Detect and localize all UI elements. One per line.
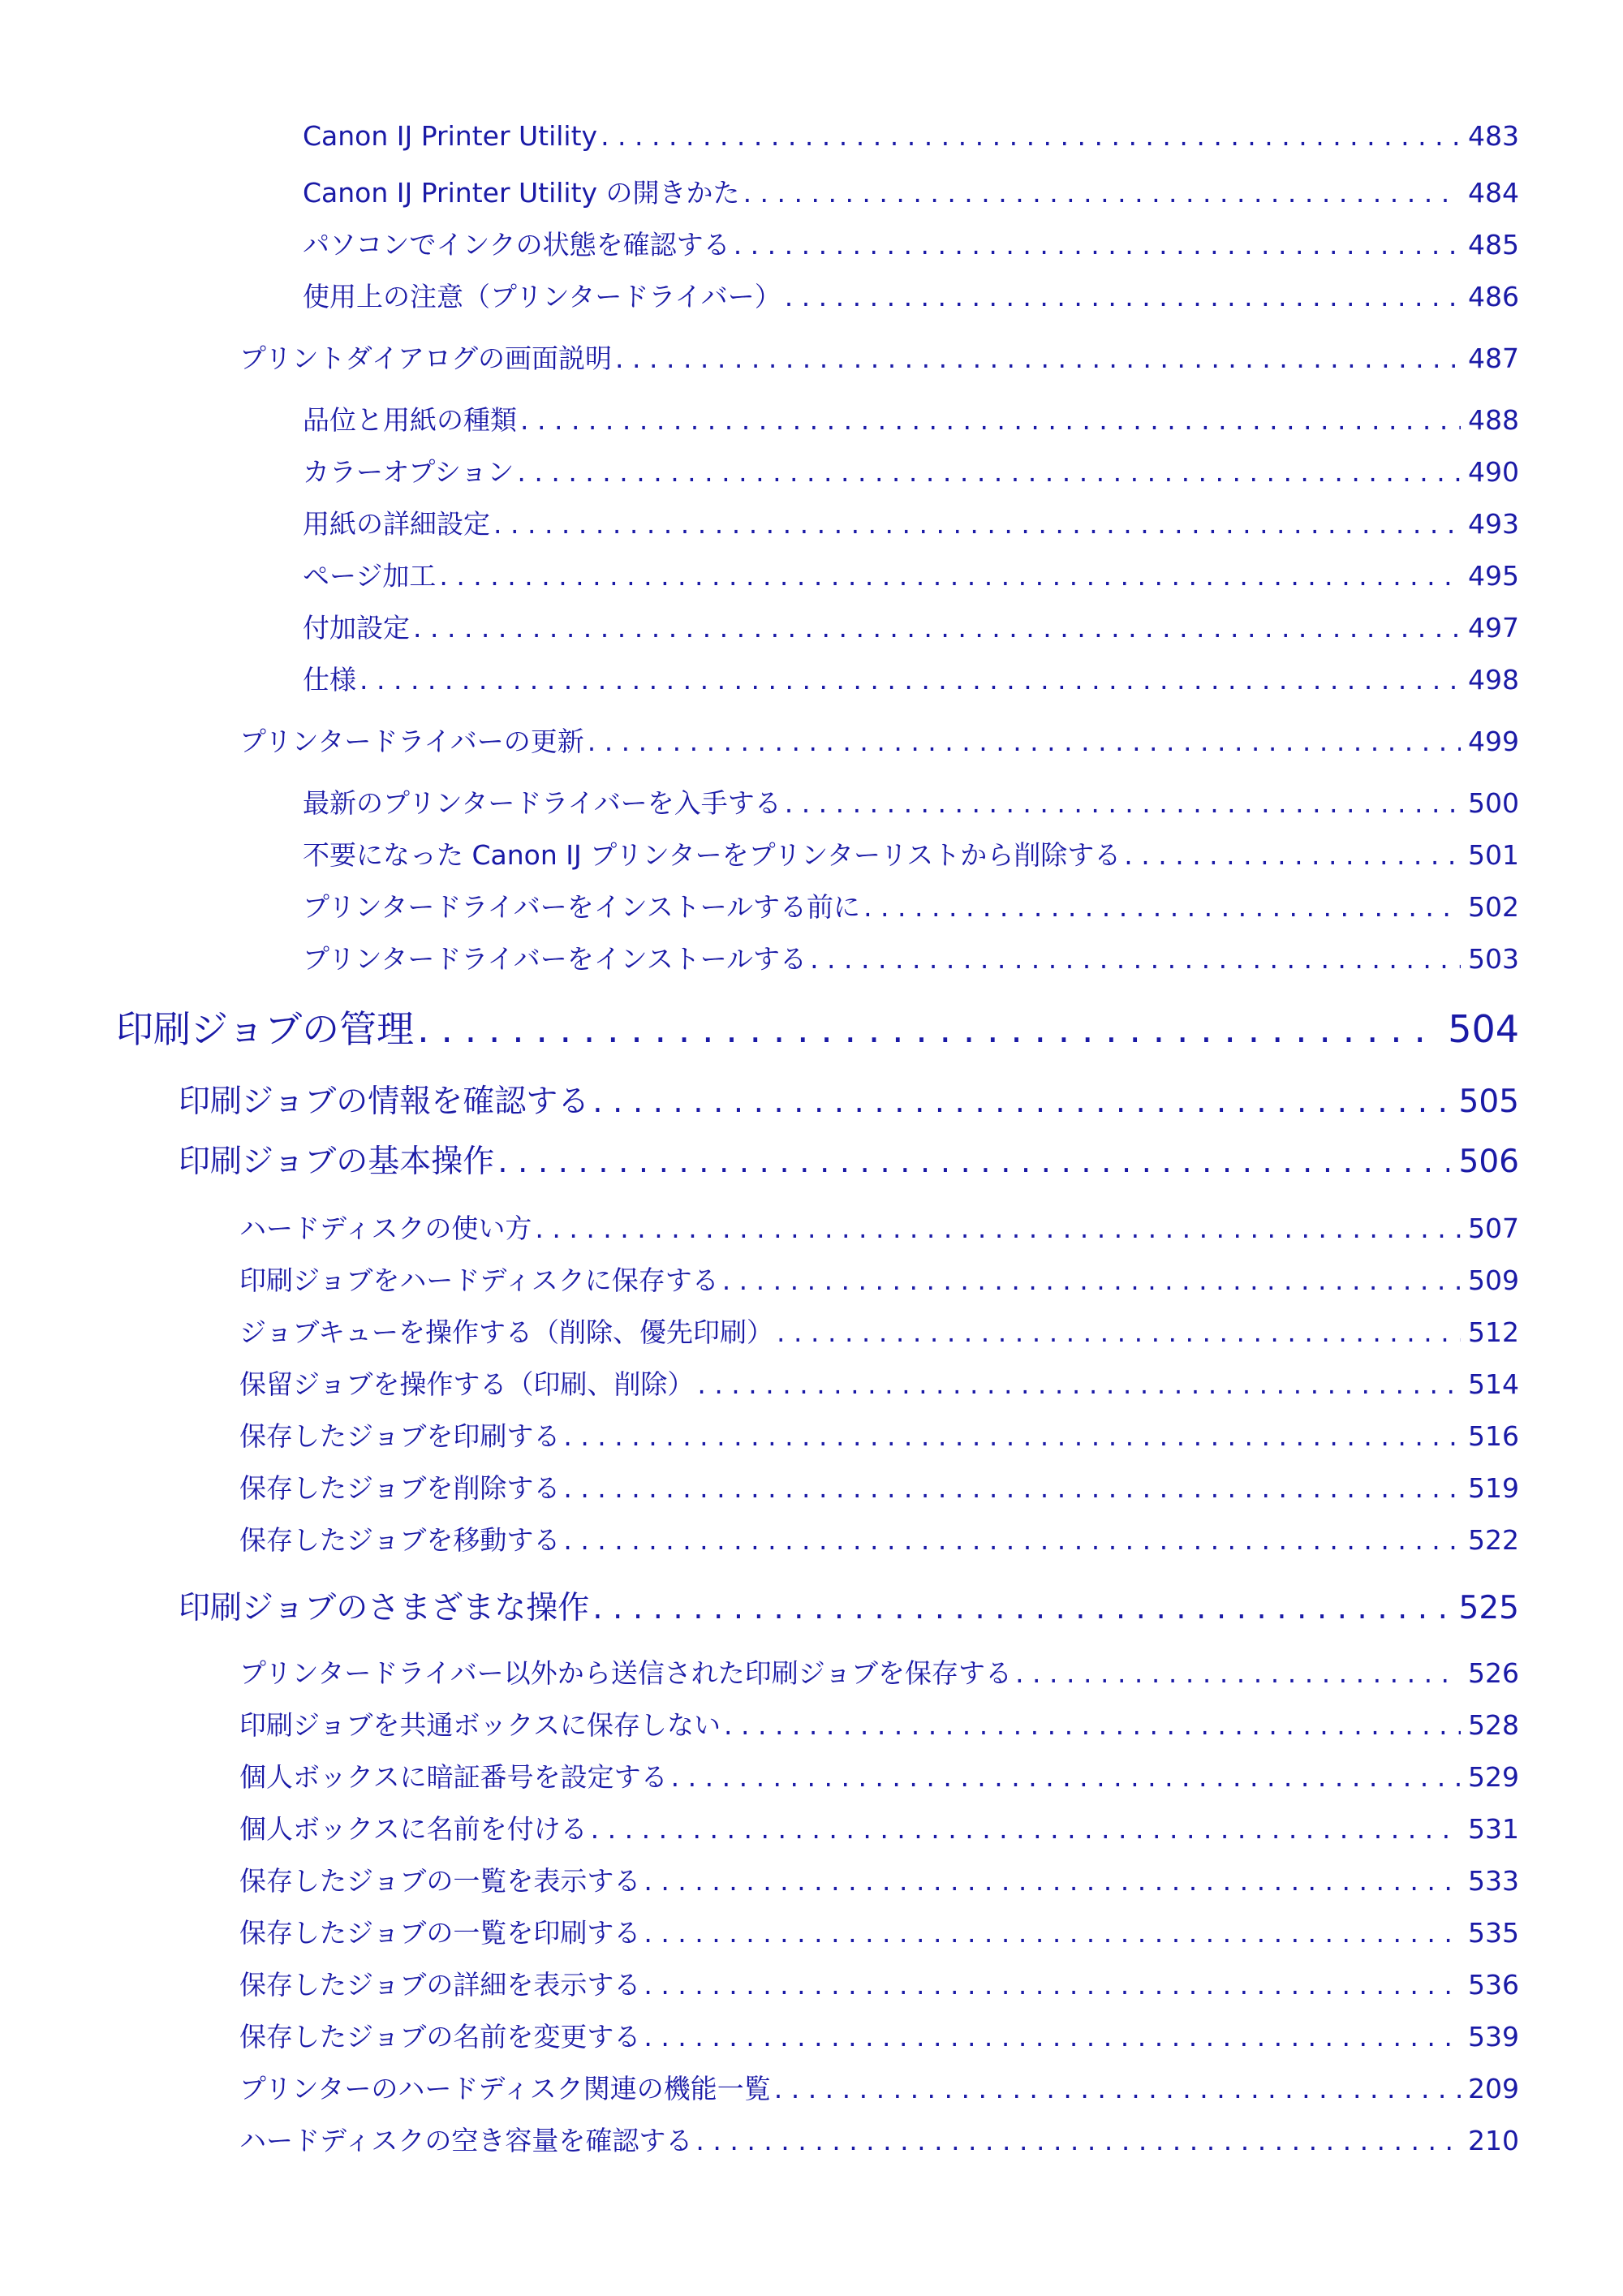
toc-entry-title: 保存したジョブの名前を変更する [239,2021,641,2053]
dot-leader [592,1590,1449,1626]
toc-entry-title: プリンタードライバーをインストールする前に [303,891,861,923]
dot-leader [439,560,1461,592]
toc-entry[interactable] [239,1704,1519,1742]
dot-leader [644,1917,1461,1949]
toc-entry-page: 526 [1468,1657,1519,1689]
toc-entry-page: 493 [1468,508,1519,540]
toc-entry-title: 品位と用紙の種類 [303,404,517,436]
dot-leader [743,177,1461,209]
toc-entry-title: 保存したジョブの一覧を表示する [239,1865,641,1897]
toc-entry-title: プリンターのハードディスク関連の機能一覧 [239,2073,771,2104]
toc-entry-page: 487 [1468,342,1519,374]
toc-entry-page: 499 [1468,726,1519,757]
toc-entry[interactable] [303,782,1519,821]
dot-leader [863,891,1461,923]
dot-leader [644,1865,1461,1897]
toc-entry[interactable] [179,1136,1519,1182]
toc-entry-page: 502 [1468,891,1519,923]
toc-entry[interactable] [239,1964,1519,2002]
toc-entry-page: 503 [1468,943,1519,975]
toc-entry[interactable] [303,834,1519,872]
toc-entry-page: 525 [1458,1590,1519,1626]
toc-entry-title: 使用上の注意（プリンタードライバー） [303,281,781,312]
toc-entry[interactable] [239,1363,1519,1402]
toc-entry-page: 495 [1468,560,1519,592]
toc-entry-title: 個人ボックスに暗証番号を設定する [239,1761,668,1793]
toc-entry[interactable] [303,172,1519,210]
dot-leader [695,2125,1461,2156]
toc-entry-title: 印刷ジョブの管理 [116,1007,415,1051]
toc-entry-title: 用紙の詳細設定 [303,508,490,540]
toc-entry-title: 印刷ジョブの情報を確認する [179,1083,590,1120]
toc-entry-title: プリンタードライバーをインストールする [303,943,807,975]
dot-leader [722,1264,1461,1296]
toc-entry[interactable] [239,1652,1519,1691]
toc-entry-page: 485 [1468,229,1519,261]
toc-entry[interactable] [239,1208,1519,1246]
dot-leader [563,1420,1461,1452]
toc-entry-page: 529 [1468,1761,1519,1793]
toc-entry-title: 付加設定 [303,612,410,644]
dot-leader [497,1144,1449,1180]
toc-entry-page: 509 [1468,1264,1519,1296]
dot-leader [591,1813,1461,1845]
toc-entry-page: 501 [1468,839,1519,871]
dot-leader [785,281,1461,312]
toc-entry-page: 210 [1468,2125,1519,2156]
toc-entry[interactable] [303,276,1519,314]
dot-leader [520,404,1461,436]
toc-entry[interactable] [239,1808,1519,1846]
toc-entry-title: ジョブキューを操作する（削除、優先印刷） [239,1316,774,1348]
toc-entry-page: 488 [1468,404,1519,436]
toc-entry[interactable] [239,2016,1519,2054]
toc-entry[interactable] [239,1912,1519,1950]
toc-entry-title: プリンタードライバー以外から送信された印刷ジョブを保存する [239,1657,1013,1689]
toc-entry-page: 539 [1468,2021,1519,2053]
toc-entry-title: 印刷ジョブを共通ボックスに保存しない [239,1709,721,1741]
toc-entry[interactable] [303,555,1519,593]
dot-leader [774,2073,1461,2104]
toc-entry[interactable] [303,224,1519,262]
toc-entry-title: 印刷ジョブの基本操作 [179,1144,495,1180]
dot-leader [1124,839,1461,871]
dot-leader [563,1472,1461,1504]
toc-entry-title: カラーオプション [303,456,514,488]
dot-leader [588,726,1461,757]
dot-leader [601,120,1461,152]
dot-leader [563,1524,1461,1556]
toc-entry-title: 最新のプリンタードライバーを入手する [303,787,781,819]
toc-entry-page: 516 [1468,1420,1519,1452]
toc-entry-title: プリンタードライバーの更新 [239,726,584,757]
dot-leader [359,664,1461,696]
dot-leader [697,1368,1461,1400]
dot-leader [671,1761,1461,1793]
toc-entry[interactable] [239,1467,1519,1506]
toc-entry-page: 536 [1468,1969,1519,2001]
dot-leader [785,787,1461,819]
dot-leader [724,1709,1461,1741]
toc-entry[interactable] [303,503,1519,541]
toc-entry-title: 保存したジョブの詳細を表示する [239,1969,641,2001]
toc-entry-title: 個人ボックスに名前を付ける [239,1813,588,1845]
toc-entry[interactable] [303,399,1519,437]
toc-entry-page: 500 [1468,787,1519,819]
toc-entry-title: 不要になった Canon IJ プリンターをプリンターリストから削除する [303,839,1121,871]
toc-entry-title: 保存したジョブを移動する [239,1524,561,1556]
toc-entry-page: 505 [1458,1083,1519,1120]
dot-leader [493,508,1461,540]
toc-entry[interactable] [303,938,1519,976]
toc-entry-title: Canon IJ Printer Utility [303,120,598,152]
toc-entry-page: 490 [1468,456,1519,488]
toc-entry-title: ハードディスクの空き容量を確認する [239,2125,693,2156]
toc-entry[interactable] [303,120,1519,152]
dot-leader [810,943,1461,975]
toc-entry-title: 保留ジョブを操作する（印刷、削除） [239,1368,695,1400]
dot-leader [417,1007,1441,1051]
toc-entry-page: 514 [1468,1368,1519,1400]
toc-entry[interactable] [239,1860,1519,1898]
toc-entry-title: プリントダイアログの画面説明 [239,342,613,374]
dot-leader [535,1213,1461,1244]
dot-leader [734,229,1461,261]
toc-entry-page: 533 [1468,1865,1519,1897]
toc-entry-page: 506 [1458,1144,1519,1180]
dot-leader [644,1969,1461,2001]
toc-entry-title: 印刷ジョブをハードディスクに保存する [239,1264,719,1296]
toc-entry-title: 印刷ジョブのさまざまな操作 [179,1590,590,1626]
toc-entry-page: 498 [1468,664,1519,696]
toc-entry-page: 535 [1468,1917,1519,1949]
dot-leader [777,1316,1461,1348]
dot-leader [644,2021,1461,2053]
dot-leader [592,1083,1449,1120]
toc-entry[interactable] [239,1312,1519,1350]
toc-entry[interactable] [179,1076,1519,1122]
toc-entry[interactable] [239,2120,1519,2158]
toc-entry-page: 484 [1468,177,1519,209]
toc-entry[interactable] [239,338,1519,376]
toc-entry-page: 512 [1468,1316,1519,1348]
toc-entry-page: 522 [1468,1524,1519,1556]
toc-entry-title: パソコンでインクの状態を確認する [303,229,730,261]
toc-entry-page: 519 [1468,1472,1519,1504]
toc-entry-title: 保存したジョブを印刷する [239,1420,561,1452]
toc-entry[interactable] [303,451,1519,489]
toc-entry-title: 保存したジョブの一覧を印刷する [239,1917,641,1949]
toc-entry[interactable] [179,1583,1519,1628]
toc-entry-title: ハードディスクの使い方 [239,1213,532,1244]
toc-entry-page: 507 [1468,1213,1519,1244]
toc-entry[interactable] [303,659,1519,697]
toc-entry-page: 209 [1468,2073,1519,2104]
dot-leader [1015,1657,1461,1689]
toc-entry-title: ページ加工 [303,560,437,592]
toc-entry-page: 486 [1468,281,1519,312]
toc-entry-page: 504 [1448,1007,1519,1051]
toc-entry-title: 仕様 [303,664,356,696]
toc-entry[interactable] [239,1415,1519,1454]
toc-entry[interactable] [239,1756,1519,1794]
toc-entry-page: 497 [1468,612,1519,644]
toc-entry[interactable] [239,1260,1519,1298]
toc-entry[interactable] [116,1000,1519,1053]
toc-entry-title: 保存したジョブを削除する [239,1472,561,1504]
toc-entry-title: Canon IJ Printer Utility の開きかた [303,177,740,209]
dot-leader [517,456,1461,488]
toc-entry[interactable] [239,721,1519,759]
toc-entry[interactable] [303,886,1519,924]
toc-entry[interactable] [303,607,1519,645]
toc-entry-page: 528 [1468,1709,1519,1741]
dot-leader [413,612,1461,644]
toc-entry[interactable] [239,2068,1519,2106]
toc-entry[interactable] [239,1519,1519,1557]
dot-leader [615,342,1461,374]
toc-entry-page: 483 [1468,120,1519,152]
toc-entry-page: 531 [1468,1813,1519,1845]
